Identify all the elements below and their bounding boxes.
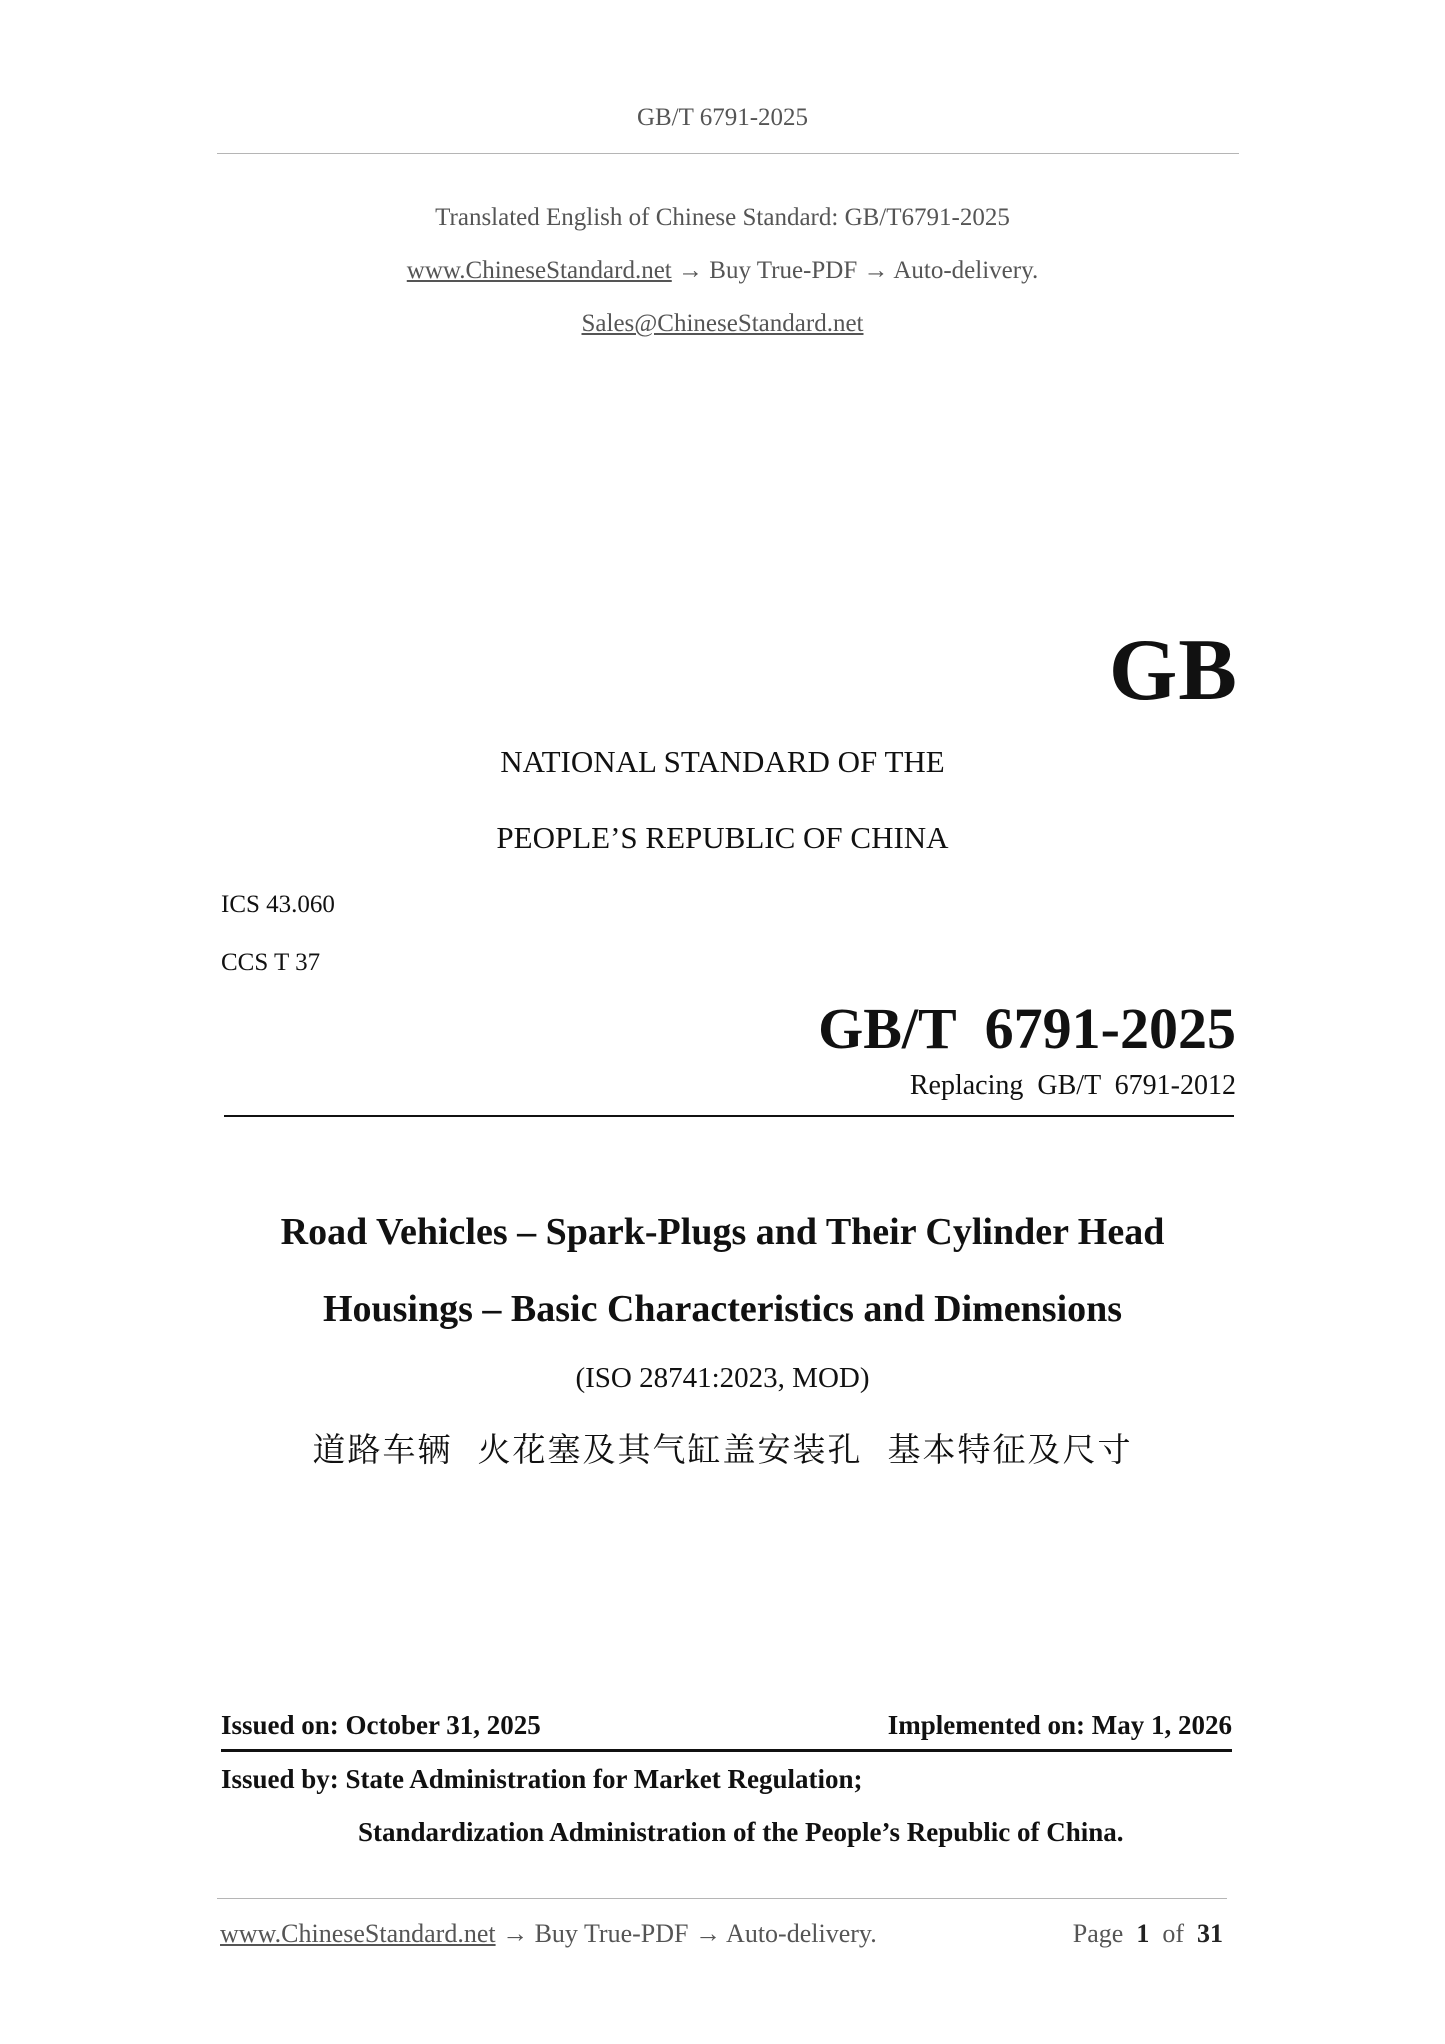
issue-divider bbox=[221, 1749, 1232, 1752]
iso-reference: (ISO 28741:2023, MOD) bbox=[575, 1362, 870, 1394]
promo-text: → Buy True-PDF → Auto-delivery. bbox=[671, 257, 1039, 284]
page-of: of bbox=[1162, 1919, 1184, 1948]
implemented-on-date: Implemented on: May 1, 2026 bbox=[887, 1710, 1232, 1740]
ics-code: ICS 43.060 bbox=[221, 891, 335, 918]
replacing-note: Replacing GB/T 6791-2012 bbox=[909, 1070, 1236, 1101]
page-current: 1 bbox=[1136, 1919, 1150, 1948]
site-link[interactable]: www.ChineseStandard.net bbox=[406, 257, 672, 284]
footer-promo-text: → Buy True-PDF → Auto-delivery. bbox=[495, 1919, 877, 1948]
national-standard-line1: NATIONAL STANDARD OF THE bbox=[500, 744, 945, 779]
sales-line bbox=[0, 310, 1445, 338]
national-standard-line2: PEOPLE’S REPUBLIC OF CHINA bbox=[496, 820, 949, 855]
translated-notice bbox=[0, 204, 1445, 232]
chinese-title: 道路车辆 火花塞及其气缸盖安装孔 基本特征及尺寸 bbox=[312, 1430, 1133, 1469]
page-indicator bbox=[1073, 1919, 1223, 1949]
ccs-code: CCS T 37 bbox=[221, 949, 321, 976]
standard-number: GB/T 6791-2025 bbox=[818, 996, 1236, 1061]
translated-prefix: Translated English of Chinese Standard: bbox=[435, 204, 845, 231]
running-header: GB/T 6791-2025 bbox=[636, 104, 809, 131]
footer-site-link[interactable]: www.ChineseStandard.net bbox=[220, 1919, 496, 1948]
page-label: Page bbox=[1072, 1919, 1124, 1948]
footer-promo bbox=[220, 1919, 877, 1949]
sales-email-link[interactable]: Sales@ChineseStandard.net bbox=[581, 310, 864, 337]
footer-divider bbox=[217, 1898, 1227, 1899]
document-title-line1: Road Vehicles – Spark-Plugs and Their Cylinder Head bbox=[280, 1211, 1165, 1253]
issued-by-line1: Issued by: State Administration for Market Regulation; bbox=[221, 1764, 863, 1794]
promo-line bbox=[0, 257, 1445, 285]
document-title-line2: Housings – Basic Characteristics and Dimensions bbox=[322, 1288, 1123, 1330]
title-divider bbox=[224, 1115, 1234, 1117]
page-total: 31 bbox=[1197, 1919, 1223, 1948]
translated-code: GB/T6791-2025 bbox=[844, 204, 1010, 231]
header-divider bbox=[217, 153, 1239, 154]
issued-on-date: Issued on: October 31, 2025 bbox=[221, 1710, 541, 1740]
issued-by-line2: Standardization Administration of the People’s Republic of China. bbox=[358, 1817, 1124, 1847]
gb-logo: GB bbox=[1108, 622, 1238, 719]
